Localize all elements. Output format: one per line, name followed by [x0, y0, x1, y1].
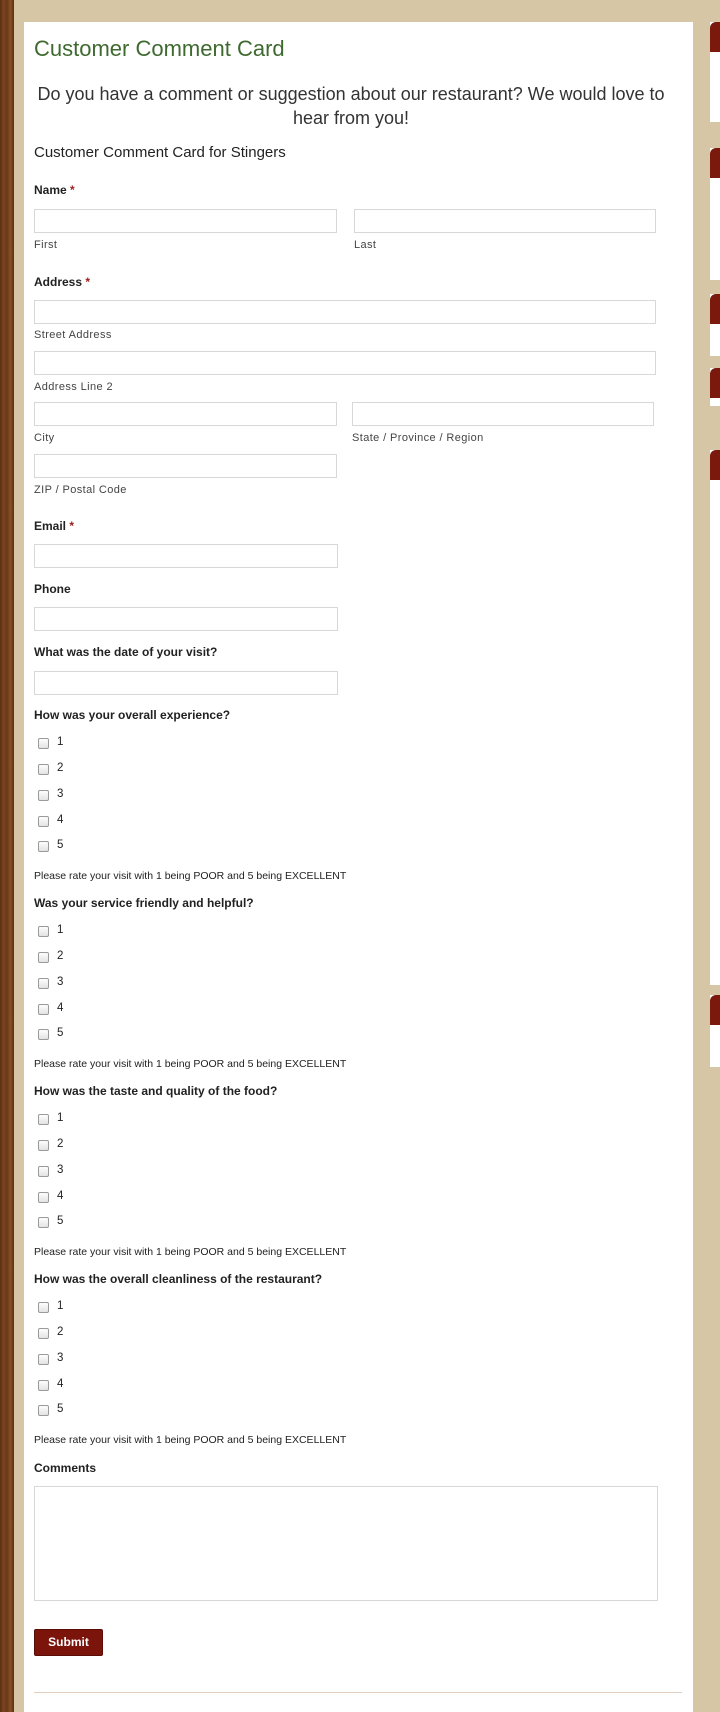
- checkbox[interactable]: [38, 1217, 49, 1228]
- option-label: 5: [57, 1027, 64, 1039]
- intro-text: Do you have a comment or suggestion about our restaurant? We would love to hear from you!: [37, 84, 665, 128]
- sidebar-widget: [710, 995, 720, 1067]
- page-margin: [14, 0, 24, 1712]
- question-label: How was the taste and quality of the food?: [34, 1084, 278, 1098]
- rating-note: Please rate your visit with 1 being POOR and 5 being EXCELLENT: [34, 1246, 347, 1258]
- option-label: 4: [57, 814, 64, 826]
- email-input[interactable]: [34, 544, 338, 568]
- option-label: 3: [57, 1352, 64, 1364]
- rating-note: Please rate your visit with 1 being POOR and 5 being EXCELLENT: [34, 870, 347, 882]
- visit-date-input[interactable]: [34, 671, 338, 695]
- checkbox[interactable]: [38, 1328, 49, 1339]
- checkbox[interactable]: [38, 841, 49, 852]
- option-label: 1: [57, 736, 64, 748]
- rating-note: Please rate your visit with 1 being POOR and 5 being EXCELLENT: [34, 1058, 347, 1070]
- sidebar-widget: [710, 148, 720, 280]
- comments-textarea[interactable]: [34, 1486, 658, 1601]
- sidebar-widget: [710, 22, 720, 122]
- last-name-sublabel: Last: [354, 239, 377, 251]
- option-label: 3: [57, 1164, 64, 1176]
- option-label: 5: [57, 839, 64, 851]
- divider: [34, 1692, 682, 1693]
- top-margin: [14, 0, 720, 22]
- option-label: 2: [57, 762, 64, 774]
- city-sublabel: City: [34, 432, 55, 444]
- address-label: [34, 275, 90, 289]
- checkbox[interactable]: [38, 978, 49, 989]
- email-label-text: Email: [34, 519, 67, 533]
- address-line2-input[interactable]: [34, 351, 656, 375]
- city-input[interactable]: [34, 402, 337, 426]
- checkbox[interactable]: [38, 790, 49, 801]
- state-sublabel: State / Province / Region: [352, 432, 484, 444]
- zip-input[interactable]: [34, 454, 337, 478]
- option-label: 2: [57, 1326, 64, 1338]
- checkbox[interactable]: [38, 1192, 49, 1203]
- form-subtitle: Customer Comment Card for Stingers: [34, 144, 286, 161]
- zip-sublabel: ZIP / Postal Code: [34, 484, 127, 496]
- option-label: 2: [57, 950, 64, 962]
- checkbox[interactable]: [38, 1380, 49, 1391]
- option-label: 3: [57, 976, 64, 988]
- option-label: 1: [57, 924, 64, 936]
- wood-border: [0, 0, 14, 1712]
- street-address-sublabel: Street Address: [34, 329, 112, 341]
- checkbox[interactable]: [38, 764, 49, 775]
- name-label-text: Name: [34, 183, 67, 197]
- checkbox[interactable]: [38, 1029, 49, 1040]
- phone-input[interactable]: [34, 607, 338, 631]
- checkbox[interactable]: [38, 1405, 49, 1416]
- checkbox[interactable]: [38, 1140, 49, 1151]
- checkbox[interactable]: [38, 1302, 49, 1313]
- sidebar-widget: [710, 368, 720, 406]
- checkbox[interactable]: [38, 1004, 49, 1015]
- required-mark: *: [85, 275, 91, 289]
- option-label: 3: [57, 788, 64, 800]
- form-card: [24, 22, 693, 1712]
- checkbox[interactable]: [38, 1114, 49, 1125]
- name-label: [34, 183, 75, 197]
- option-label: 5: [57, 1403, 64, 1415]
- question-label: How was your overall experience?: [34, 708, 231, 722]
- sidebar-widget-header: [710, 450, 720, 480]
- checkbox[interactable]: [38, 926, 49, 937]
- checkbox[interactable]: [38, 738, 49, 749]
- last-name-input[interactable]: [354, 209, 656, 233]
- first-name-input[interactable]: [34, 209, 337, 233]
- option-label: 1: [57, 1300, 64, 1312]
- visit-date-label: What was the date of your visit?: [34, 645, 218, 659]
- option-label: 4: [57, 1378, 64, 1390]
- question-label: How was the overall cleanliness of the restaurant?: [34, 1272, 323, 1286]
- sidebar-widget: [710, 450, 720, 985]
- street-address-input[interactable]: [34, 300, 656, 324]
- rating-note: Please rate your visit with 1 being POOR and 5 being EXCELLENT: [34, 1434, 347, 1446]
- sidebar-widget-header: [710, 294, 720, 324]
- option-label: 4: [57, 1190, 64, 1202]
- sidebar-widget-header: [710, 995, 720, 1025]
- option-label: 1: [57, 1112, 64, 1124]
- first-name-sublabel: First: [34, 239, 58, 251]
- email-label: [34, 519, 74, 533]
- comments-label: Comments: [34, 1461, 97, 1475]
- option-label: 4: [57, 1002, 64, 1014]
- sidebar-widget-header: [710, 368, 720, 398]
- address-label-text: Address: [34, 275, 83, 289]
- option-label: 2: [57, 1138, 64, 1150]
- page-title: Customer Comment Card: [34, 36, 285, 61]
- phone-label: Phone: [34, 582, 71, 596]
- checkbox[interactable]: [38, 952, 49, 963]
- option-label: 5: [57, 1215, 64, 1227]
- sidebar-widget-header: [710, 148, 720, 178]
- sidebar-widget-header: [710, 22, 720, 52]
- required-mark: *: [69, 519, 75, 533]
- submit-button[interactable]: Submit: [34, 1629, 103, 1656]
- sidebar-widget: [710, 294, 720, 356]
- required-mark: *: [70, 183, 75, 197]
- checkbox[interactable]: [38, 1354, 49, 1365]
- state-input[interactable]: [352, 402, 654, 426]
- checkbox[interactable]: [38, 1166, 49, 1177]
- checkbox[interactable]: [38, 816, 49, 827]
- question-label: Was your service friendly and helpful?: [34, 896, 254, 910]
- address-line2-sublabel: Address Line 2: [34, 381, 113, 393]
